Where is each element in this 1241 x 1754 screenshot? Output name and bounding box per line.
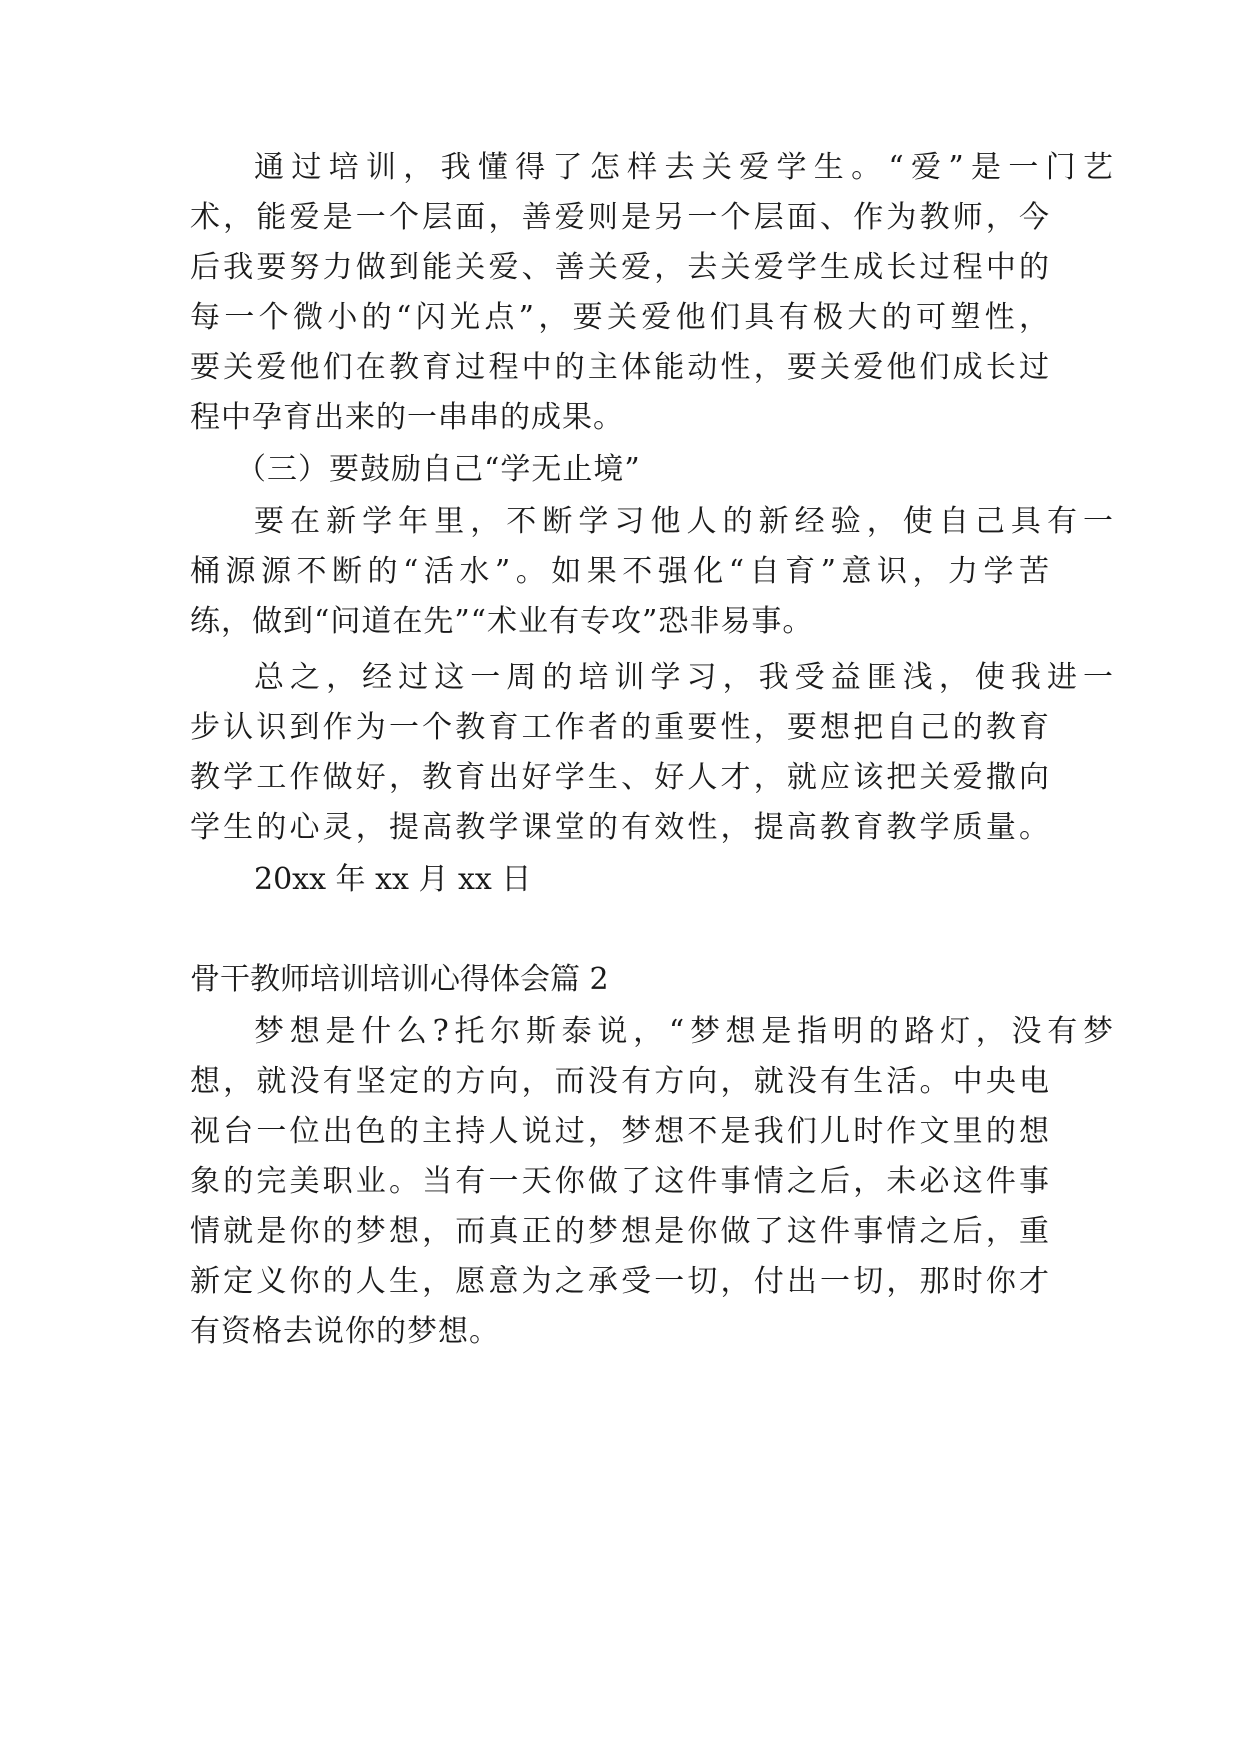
paragraph-line: 每一个微小的“闪光点”，要关爱他们具有极大的可塑性，	[190, 300, 1050, 335]
paragraph-line: 视台一位出色的主持人说过，梦想不是我们儿时作文里的想	[190, 1114, 1050, 1149]
paragraph-line: 程中孕育出来的一串串的成果。	[190, 400, 624, 435]
paragraph-line: 后我要努力做到能关爱、善关爱，去关爱学生成长过程中的	[190, 250, 1050, 285]
paragraph-line: 学生的心灵，提高教学课堂的有效性，提高教育教学质量。	[190, 810, 1050, 845]
paragraph-line: 想，就没有坚定的方向，而没有方向，就没有生活。中央电	[190, 1064, 1050, 1099]
paragraph-line: 桶源源不断的“活水”。如果不强化“自育”意识，力学苦	[190, 554, 1050, 589]
paragraph-line: 通过培训，我懂得了怎样去关爱学生。“爱”是一门艺	[254, 150, 1114, 185]
paragraph-line: 要关爱他们在教育过程中的主体能动性，要关爱他们成长过	[190, 350, 1050, 385]
paragraph-line: 情就是你的梦想，而真正的梦想是你做了这件事情之后，重	[190, 1214, 1050, 1249]
article-title: 骨干教师培训培训心得体会篇 2	[190, 962, 609, 997]
date-line: 20xx 年 xx 月 xx 日	[254, 862, 532, 897]
section-heading: （三）要鼓励自己“学无止境”	[236, 452, 641, 487]
paragraph-line: 教学工作做好，教育出好学生、好人才，就应该把关爱撒向	[190, 760, 1050, 795]
paragraph-line: 练，做到“问道在先”“术业有专攻”恐非易事。	[190, 604, 814, 639]
paragraph-line: 有资格去说你的梦想。	[190, 1314, 500, 1349]
paragraph-line: 步认识到作为一个教育工作者的重要性，要想把自己的教育	[190, 710, 1050, 745]
paragraph-line: 梦想是什么?托尔斯泰说，“梦想是指明的路灯，没有梦	[254, 1014, 1114, 1049]
paragraph-line: 象的完美职业。当有一天你做了这件事情之后，未必这件事	[190, 1164, 1050, 1199]
paragraph-line: 总之，经过这一周的培训学习，我受益匪浅，使我进一	[254, 660, 1114, 695]
paragraph-line: 新定义你的人生，愿意为之承受一切，付出一切，那时你才	[190, 1264, 1050, 1299]
paragraph-line: 术，能爱是一个层面，善爱则是另一个层面、作为教师，今	[190, 200, 1050, 235]
paragraph-line: 要在新学年里，不断学习他人的新经验，使自己具有一	[254, 504, 1114, 539]
